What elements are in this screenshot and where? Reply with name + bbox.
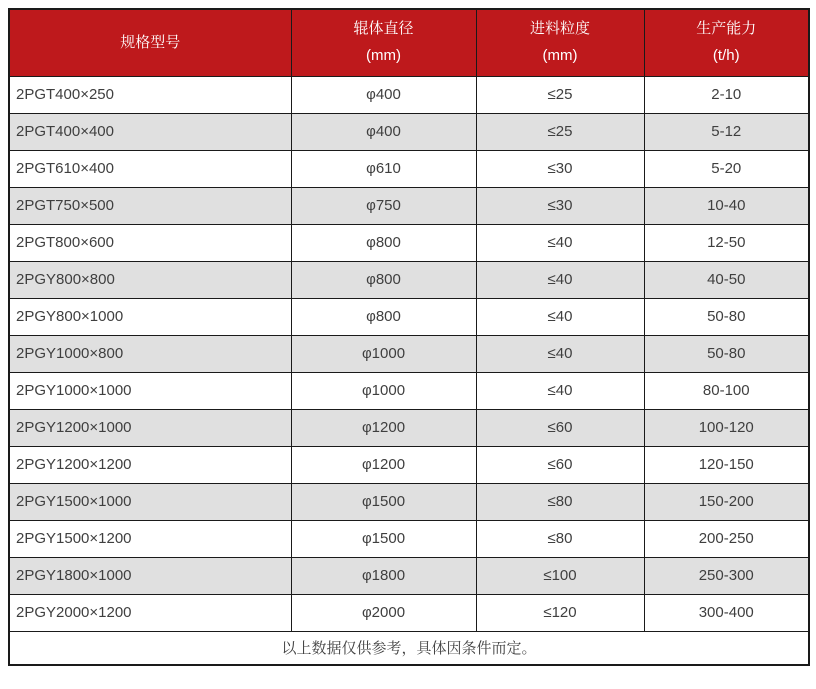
model-cell: 2PGY1000×800 — [9, 335, 291, 372]
footnote: 以上数据仅供参考，具体因条件而定。 — [9, 631, 809, 665]
capacity-cell: 40-50 — [644, 261, 809, 298]
table-row — [9, 335, 809, 372]
table-row — [9, 298, 809, 335]
feed-size-cell: ≤30 — [476, 150, 644, 187]
diameter-cell: φ800 — [291, 261, 476, 298]
capacity-cell: 150-200 — [644, 483, 809, 520]
table-body — [9, 76, 809, 631]
capacity-cell: 100-120 — [644, 409, 809, 446]
capacity-cell: 12-50 — [644, 224, 809, 261]
table-row — [9, 372, 809, 409]
col-header-capacity-unit: (t/h) — [712, 47, 740, 65]
model-cell: 2PGY2000×1200 — [9, 594, 291, 631]
feed-size-cell: ≤25 — [476, 76, 644, 113]
model-cell: 2PGY1200×1200 — [9, 446, 291, 483]
model-cell: 2PGT800×600 — [9, 224, 291, 261]
capacity-cell: 2-10 — [644, 76, 809, 113]
col-header-feed-size-label: 进料粒度 — [529, 20, 590, 38]
table-row — [9, 76, 809, 113]
diameter-cell: φ1500 — [291, 483, 476, 520]
capacity-cell: 80-100 — [644, 372, 809, 409]
col-header-capacity — [644, 9, 809, 76]
feed-size-cell: ≤60 — [476, 446, 644, 483]
spec-table — [8, 8, 810, 666]
diameter-cell: φ1200 — [291, 446, 476, 483]
model-cell: 2PGT400×400 — [9, 113, 291, 150]
table-row — [9, 446, 809, 483]
feed-size-cell: ≤40 — [476, 298, 644, 335]
diameter-cell: φ1800 — [291, 557, 476, 594]
capacity-cell: 200-250 — [644, 520, 809, 557]
diameter-cell: φ800 — [291, 298, 476, 335]
model-cell: 2PGT400×250 — [9, 76, 291, 113]
capacity-cell: 250-300 — [644, 557, 809, 594]
table-row — [9, 224, 809, 261]
capacity-cell: 300-400 — [644, 594, 809, 631]
capacity-cell: 50-80 — [644, 298, 809, 335]
table-row — [9, 187, 809, 224]
col-header-feed-size-unit: (mm) — [542, 47, 578, 65]
table-row — [9, 409, 809, 446]
feed-size-cell: ≤40 — [476, 224, 644, 261]
footnote-row — [9, 631, 809, 665]
diameter-cell: φ2000 — [291, 594, 476, 631]
col-header-model-label: 规格型号 — [120, 33, 181, 51]
table-row — [9, 557, 809, 594]
table-row — [9, 483, 809, 520]
model-cell: 2PGY1200×1000 — [9, 409, 291, 446]
feed-size-cell: ≤40 — [476, 372, 644, 409]
model-cell: 2PGY1500×1200 — [9, 520, 291, 557]
feed-size-cell: ≤100 — [476, 557, 644, 594]
diameter-cell: φ1000 — [291, 335, 476, 372]
diameter-cell: φ1200 — [291, 409, 476, 446]
diameter-cell: φ1500 — [291, 520, 476, 557]
table-row — [9, 594, 809, 631]
feed-size-cell: ≤80 — [476, 520, 644, 557]
diameter-cell: φ800 — [291, 224, 476, 261]
diameter-cell: φ400 — [291, 76, 476, 113]
model-cell: 2PGY1500×1000 — [9, 483, 291, 520]
table-row — [9, 150, 809, 187]
col-header-feed-size — [476, 9, 644, 76]
model-cell: 2PGY1800×1000 — [9, 557, 291, 594]
model-cell: 2PGY800×1000 — [9, 298, 291, 335]
feed-size-cell: ≤40 — [476, 261, 644, 298]
capacity-cell: 5-12 — [644, 113, 809, 150]
capacity-cell: 10-40 — [644, 187, 809, 224]
feed-size-cell: ≤30 — [476, 187, 644, 224]
feed-size-cell: ≤80 — [476, 483, 644, 520]
model-cell: 2PGY1000×1000 — [9, 372, 291, 409]
table-row — [9, 261, 809, 298]
table-row — [9, 113, 809, 150]
capacity-cell: 5-20 — [644, 150, 809, 187]
model-cell: 2PGT750×500 — [9, 187, 291, 224]
col-header-model — [9, 9, 291, 76]
feed-size-cell: ≤40 — [476, 335, 644, 372]
col-header-diameter-label: 辊体直径 — [353, 20, 414, 38]
diameter-cell: φ610 — [291, 150, 476, 187]
diameter-cell: φ400 — [291, 113, 476, 150]
feed-size-cell: ≤25 — [476, 113, 644, 150]
feed-size-cell: ≤60 — [476, 409, 644, 446]
capacity-cell: 120-150 — [644, 446, 809, 483]
capacity-cell: 50-80 — [644, 335, 809, 372]
diameter-cell: φ750 — [291, 187, 476, 224]
col-header-diameter — [291, 9, 476, 76]
model-cell: 2PGY800×800 — [9, 261, 291, 298]
header-row — [9, 9, 809, 76]
diameter-cell: φ1000 — [291, 372, 476, 409]
model-cell: 2PGT610×400 — [9, 150, 291, 187]
table-row — [9, 520, 809, 557]
col-header-diameter-unit: (mm) — [366, 47, 401, 65]
col-header-capacity-label: 生产能力 — [696, 20, 757, 38]
feed-size-cell: ≤120 — [476, 594, 644, 631]
